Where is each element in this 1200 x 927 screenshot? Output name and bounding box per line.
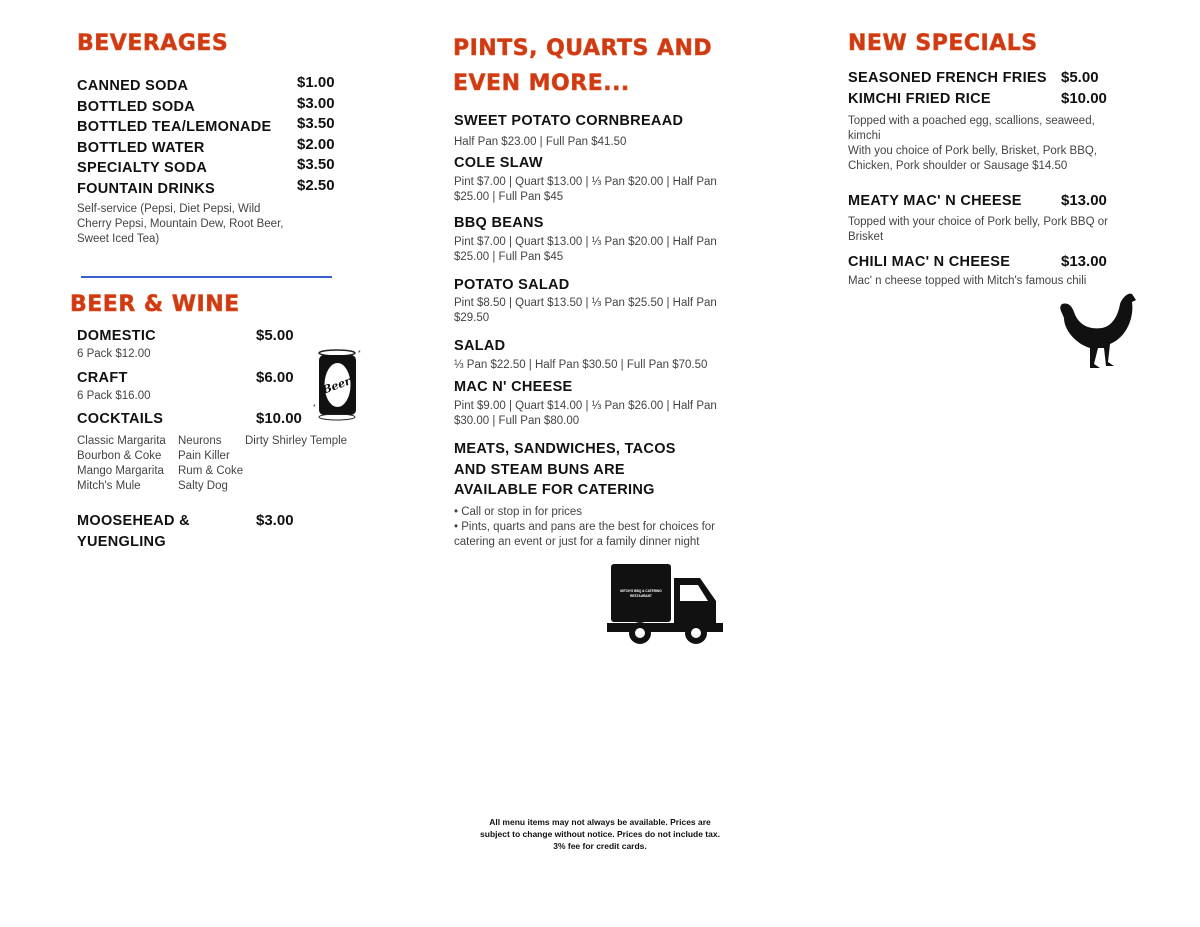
fries-name: SEASONED FRENCH FRIES bbox=[848, 70, 1047, 86]
beverages-prices bbox=[297, 73, 335, 196]
cocktail-item: Pain Killer bbox=[178, 450, 230, 462]
cocktail-list-col3 bbox=[245, 434, 347, 449]
menu-item-desc: Half Pan $23.00 | Full Pan $41.50 bbox=[454, 136, 627, 148]
svg-text:Beer: Beer bbox=[320, 374, 353, 397]
specials-heading: NEW SPECIALS bbox=[848, 31, 1038, 56]
menu-item-name: CANNED SODA bbox=[77, 78, 189, 94]
kimchi-name: KIMCHI FRIED RICE bbox=[848, 91, 991, 107]
domestic-note: 6 Pack $12.00 bbox=[77, 348, 151, 360]
cocktail-item: Neurons bbox=[178, 435, 222, 447]
kimchi-description bbox=[848, 114, 1123, 174]
moosehead-line2: YUENGLING bbox=[77, 533, 166, 550]
menu-item-price: $3.50 bbox=[297, 115, 335, 132]
menu-item-name: FOUNTAIN DRINKS bbox=[77, 180, 215, 197]
meaty-price: $13.00 bbox=[1061, 192, 1107, 209]
moosehead-name bbox=[77, 511, 190, 552]
craft-price: $6.00 bbox=[256, 369, 294, 386]
beverages-heading: BEVERAGES bbox=[77, 31, 229, 56]
menu-item-name: SWEET POTATO CORNBREAAD bbox=[454, 113, 684, 129]
section-divider bbox=[81, 276, 332, 278]
catering-bullets bbox=[454, 505, 739, 550]
menu-item-price: $2.00 bbox=[297, 135, 335, 153]
menu-item-name: BBQ BEANS bbox=[454, 215, 544, 231]
cocktail-list-col1 bbox=[77, 434, 166, 494]
menu-item-desc: ⅓ Pan $22.50 | Half Pan $30.50 | Full Pan $70.50 bbox=[454, 359, 708, 371]
chili-description: Mac' n cheese topped with Mitch's famous chili bbox=[848, 275, 1087, 287]
craft-note: 6 Pack $16.00 bbox=[77, 390, 151, 402]
kimchi-desc1: Topped with a poached egg, scallions, seaweed, kimchi bbox=[848, 115, 1095, 142]
chili-price: $13.00 bbox=[1061, 253, 1107, 270]
meaty-name: MEATY MAC' N CHEESE bbox=[848, 193, 1022, 209]
meaty-description: Topped with your choice of Pork belly, Pork BBQ or Brisket bbox=[848, 216, 1108, 243]
cocktail-item: Rum & Coke bbox=[178, 465, 244, 477]
moosehead-line1: MOOSEHEAD & bbox=[77, 513, 190, 529]
menu-item-price: $3.50 bbox=[297, 156, 335, 173]
catering-bullet: • Call or stop in for prices bbox=[454, 506, 583, 518]
pints-heading bbox=[453, 31, 712, 101]
cocktail-item: Bourbon & Coke bbox=[77, 450, 162, 462]
craft-name: CRAFT bbox=[77, 370, 128, 386]
fries-price: $5.00 bbox=[1061, 69, 1099, 86]
menu-item-name: SALAD bbox=[454, 338, 506, 354]
cocktails-price: $10.00 bbox=[256, 410, 302, 427]
pints-heading-line1: PINTS, QUARTS AND bbox=[453, 36, 713, 61]
menu-item-name: BOTTLED TEA/LEMONADE bbox=[77, 119, 272, 135]
moosehead-price: $3.00 bbox=[256, 512, 294, 529]
menu-item-desc: Pint $8.50 | Quart $13.50 | ⅓ Pan $25.50 | Half Pan $29.50 bbox=[454, 297, 717, 324]
menu-item-desc: Pint $7.00 | Quart $13.00 | ⅓ Pan $20.00 | Half Pan $25.00 | Full Pan $45 bbox=[454, 176, 717, 203]
cocktail-item: Mitch's Mule bbox=[77, 480, 141, 492]
cocktail-item: Mango Margarita bbox=[77, 465, 164, 477]
footer-disclaimer: All menu items may not always be available. Prices are subject to change without notice. Prices do not include tax. 3% fee for credit cards. bbox=[480, 817, 720, 851]
menu-item-price: $1.00 bbox=[297, 74, 335, 91]
menu-item-desc: Pint $9.00 | Quart $14.00 | ⅓ Pan $26.00 | Half Pan $30.00 | Full Pan $80.00 bbox=[454, 400, 717, 427]
menu-item-name: BOTTLED SODA bbox=[77, 98, 195, 115]
svg-text:*: * bbox=[358, 350, 361, 357]
beer-can-icon bbox=[312, 347, 364, 423]
svg-text:RESTAURANT: RESTAURANT bbox=[630, 594, 652, 598]
beverages-list bbox=[77, 76, 272, 199]
menu-item-desc: Pint $7.00 | Quart $13.00 | ⅓ Pan $20.00 | Half Pan $25.00 | Full Pan $45 bbox=[454, 236, 717, 263]
chicken-icon bbox=[1058, 290, 1138, 370]
svg-text:MITCH'S BBQ & CATERING: MITCH'S BBQ & CATERING bbox=[620, 589, 662, 593]
cocktail-item: Salty Dog bbox=[178, 480, 228, 492]
menu-item-name: MAC N' CHEESE bbox=[454, 379, 573, 395]
chili-name: CHILI MAC' N CHEESE bbox=[848, 254, 1011, 270]
cocktail-list-col2 bbox=[178, 434, 243, 494]
kimchi-desc2: With you choice of Pork belly, Brisket, Pork BBQ, Chicken, Pork shoulder or Sausage $14.50 bbox=[848, 145, 1098, 172]
catering-truck-icon bbox=[606, 563, 724, 647]
menu-item-name: BOTTLED WATER bbox=[77, 139, 205, 156]
beer-wine-heading: BEER & WINE bbox=[70, 292, 240, 317]
menu-item-name: COLE SLAW bbox=[454, 155, 543, 171]
cocktail-item: Classic Margarita bbox=[77, 435, 166, 447]
menu-item-price: $3.00 bbox=[297, 94, 335, 112]
catering-title: MEATS, SANDWICHES, TACOS AND STEAM BUNS ARE AVAILABLE FOR CATERING bbox=[454, 441, 676, 498]
domestic-name: DOMESTIC bbox=[77, 328, 156, 344]
menu-item-price: $2.50 bbox=[297, 176, 335, 194]
cocktails-name: COCKTAILS bbox=[77, 411, 164, 427]
catering-bullet: • Pints, quarts and pans are the best for choices for catering an event or just for a family dinner night bbox=[454, 521, 716, 548]
menu-item-name: POTATO SALAD bbox=[454, 277, 570, 293]
svg-text:*: * bbox=[313, 404, 316, 411]
kimchi-price: $10.00 bbox=[1061, 90, 1107, 107]
menu-item-name: SPECIALTY SODA bbox=[77, 160, 208, 176]
beverages-description: Self-service (Pepsi, Diet Pepsi, Wild Cherry Pepsi, Mountain Dew, Root Beer, Sweet Iced Tea) bbox=[77, 203, 284, 245]
domestic-price: $5.00 bbox=[256, 327, 294, 344]
cocktail-item: Dirty Shirley Temple bbox=[245, 435, 348, 447]
pints-heading-line2: EVEN MORE... bbox=[453, 71, 630, 96]
